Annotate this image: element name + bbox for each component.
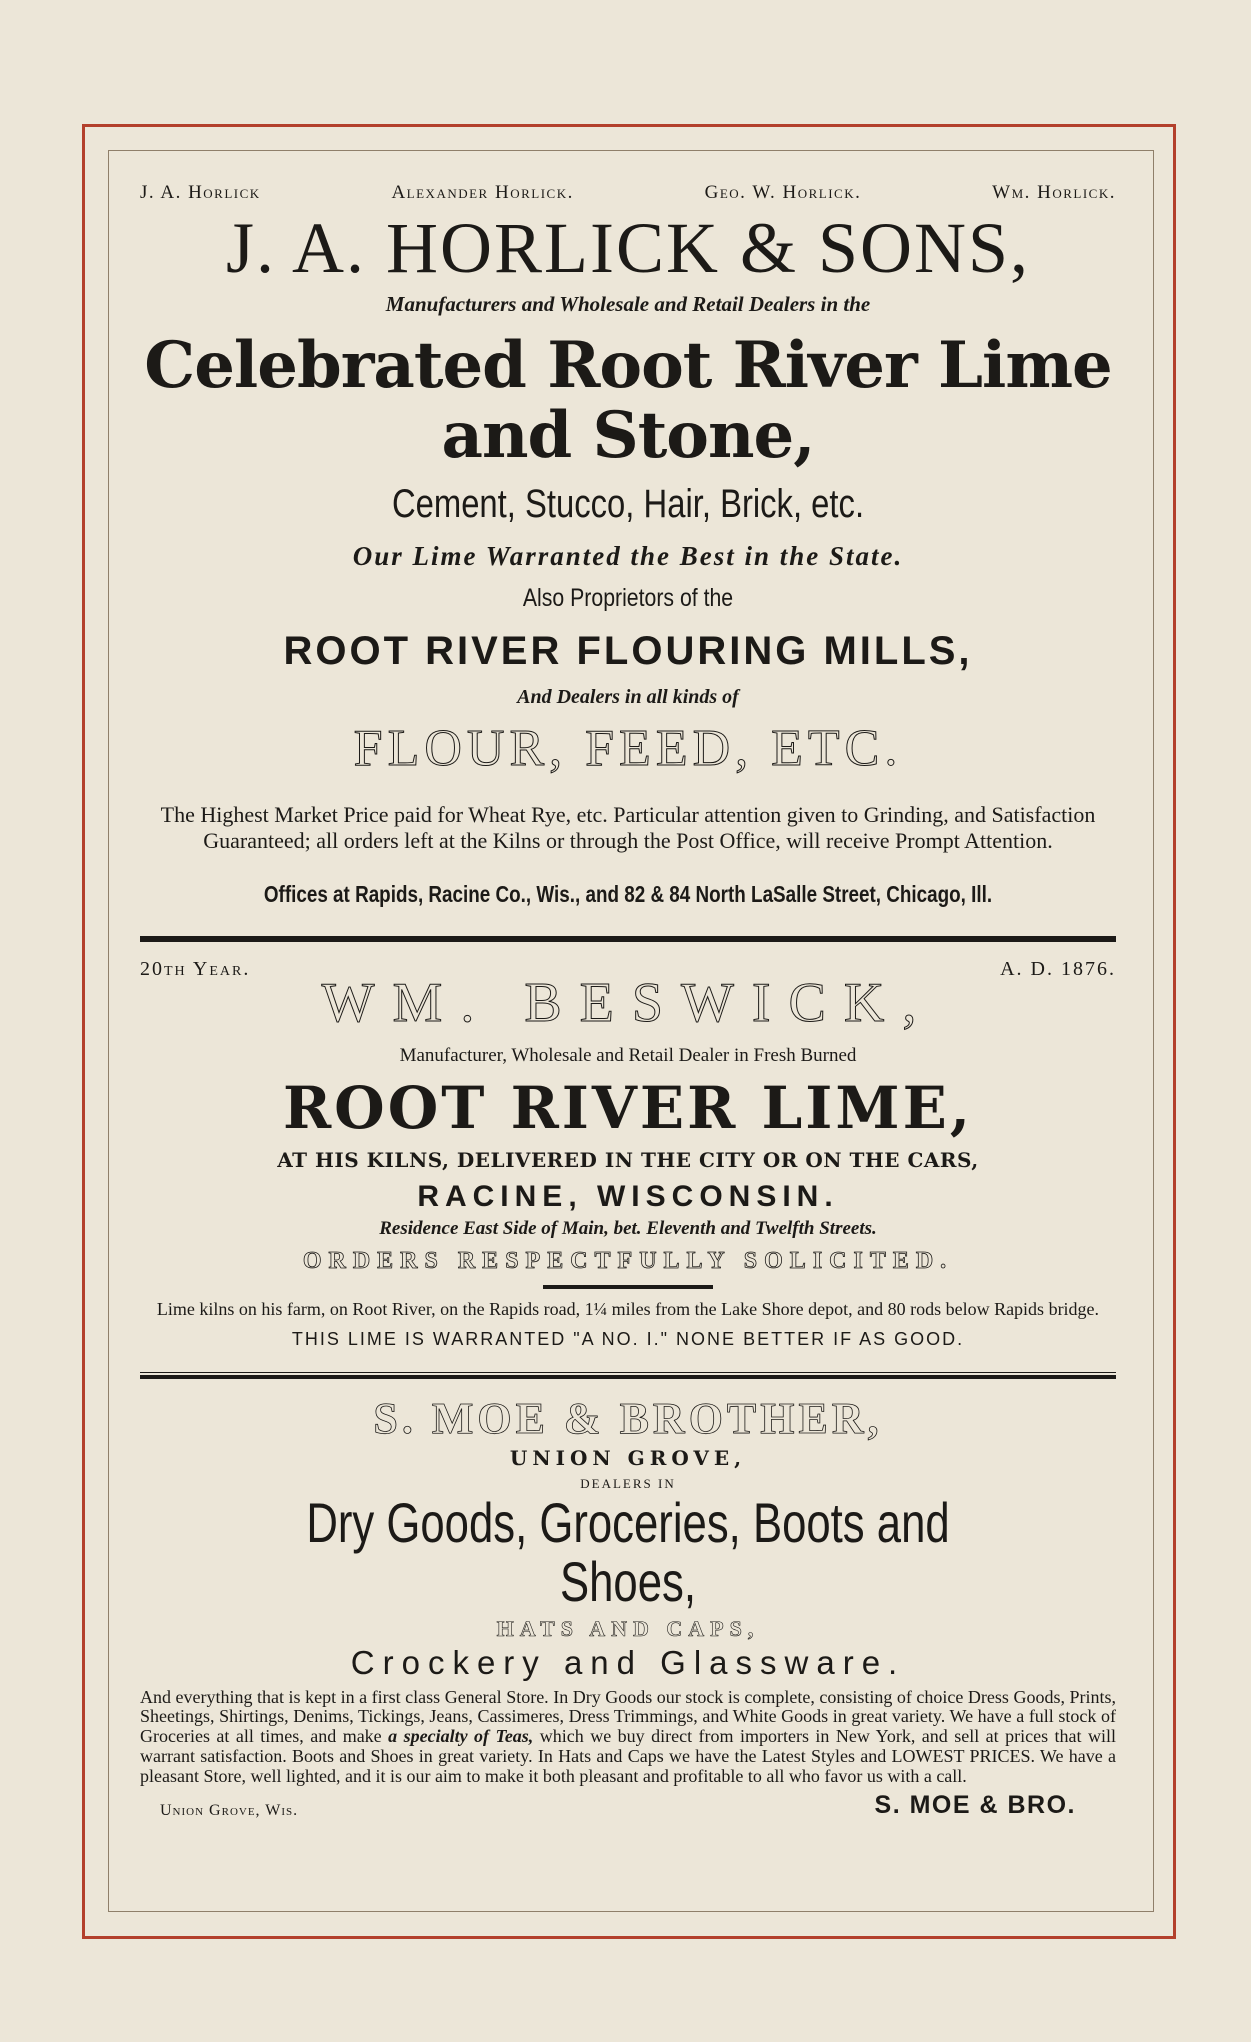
partner-names xyxy=(140,182,1116,204)
kilns-line: AT HIS KILNS, DELIVERED IN THE CITY OR ON THE CARS, xyxy=(277,1148,979,1173)
flour-feed-heading: FLOUR, FEED, ETC. xyxy=(353,719,903,777)
horlick-subtitle: Manufacturers and Wholesale and Retail Dealers in the xyxy=(385,292,871,316)
date-label: A. D. 1876. xyxy=(1000,957,1116,980)
beswick-title: WM. BESWICK, xyxy=(321,971,935,1034)
horlick-title: J. A. HORLICK & SONS, xyxy=(225,208,1031,288)
kilns-paragraph: Lime kilns on his farm, on Root River, on the Rapids road, 1¼ miles from the Lake Shore depot, and 80 rods below Rapids bridge. xyxy=(156,1299,1100,1320)
hats-caps-line: HATS AND CAPS, xyxy=(496,1615,760,1641)
partner-name: Geo. W. Horlick. xyxy=(704,182,862,203)
root-river-lime-heading: ROOT RIVER LIME, xyxy=(282,1073,974,1142)
residence-line: Residence East Side of Main, bet. Eleventh and Twelfth Streets. xyxy=(379,1218,877,1240)
warranted-line: THIS LIME IS WARRANTED "A NO. I." NONE BETTER IF AS GOOD. xyxy=(291,1328,965,1349)
offices-line: Offices at Rapids, Racine Co., Wis., and 82 & 84 North LaSalle Street, Chicago, Ill. xyxy=(263,880,993,907)
location-signature: Union Grove, Wis. xyxy=(160,1801,299,1819)
partner-name: Wm. Horlick. xyxy=(992,182,1116,203)
short-divider xyxy=(543,1285,713,1289)
partner-name: J. A. Horlick xyxy=(140,182,261,203)
moe-advertisement xyxy=(140,1393,1116,1820)
beswick-advertisement xyxy=(140,958,1116,1350)
store-paragraph-text: And everything that is kept in a first class General Store. In Dry Goods our stock is complete, consisting of choice Dress Goods, Prints, Sheetings, Shirtings, Denims, Tickings, Jeans, Cassimeres, Dress Trimmings, and White Goods in great variety. We have a full stock of Groceries at all times, and make xyxy=(140,1686,1116,1747)
store-paragraph-text: which we buy direct from importers in New York, and sell at prices that will warrant satisfaction. Boots and Shoes in great variety. In Hats and Caps we have the Latest Styles and LOWEST PRICES. We have a pleasant Store, well lighted, and it is our aim to make it both pleasant and profitable to all who favor us with a call. xyxy=(140,1726,1116,1786)
orders-line: ORDERS RESPECTFULLY SOLICITED. xyxy=(302,1248,954,1275)
year-label: 20th Year. xyxy=(140,957,251,980)
dry-goods-heading: Dry Goods, Groceries, Boots and Shoes, xyxy=(306,1490,950,1613)
proprietors-line: Also Proprietors of the xyxy=(522,583,734,612)
signature-row xyxy=(140,1791,1116,1820)
advertisement-page xyxy=(140,170,1116,1820)
warranted-line: Our Lime Warranted the Best in the State. xyxy=(352,540,904,571)
teas-emphasis: a specialty of Teas, xyxy=(388,1726,534,1747)
union-grove-line: UNION GROVE, xyxy=(509,1445,747,1470)
celebrated-headline: Celebrated Root River Lime and Stone, xyxy=(144,328,1112,474)
crockery-line: Crockery and Glassware. xyxy=(350,1643,906,1681)
section-divider xyxy=(140,936,1116,942)
horlick-advertisement xyxy=(140,182,1116,908)
products-line: Cement, Stucco, Hair, Brick, etc. xyxy=(391,481,865,526)
flouring-mills-heading: ROOT RIVER FLOURING MILLS, xyxy=(283,628,973,673)
dealers-in-line: DEALERS IN xyxy=(580,1475,676,1491)
racine-line: RACINE, WISCONSIN. xyxy=(417,1180,839,1214)
firm-signature: S. MOE & BRO. xyxy=(874,1790,1076,1819)
moe-title: S. MOE & BROTHER, xyxy=(373,1393,883,1443)
store-paragraph xyxy=(140,1688,1116,1787)
partner-name: Alexander Horlick. xyxy=(391,182,574,203)
section-divider xyxy=(140,1372,1116,1379)
dealers-line: And Dealers in all kinds of xyxy=(517,685,739,708)
horlick-paragraph: The Highest Market Price paid for Wheat Rye, etc. Particular attention given to Grinding, and Satisfaction Guaranteed; all orders left at the Kilns or through the Post Office, will receive Prompt Attention. xyxy=(160,801,1096,854)
manufacturer-line: Manufacturer, Wholesale and Retail Dealer in Fresh Burned xyxy=(399,1044,857,1066)
